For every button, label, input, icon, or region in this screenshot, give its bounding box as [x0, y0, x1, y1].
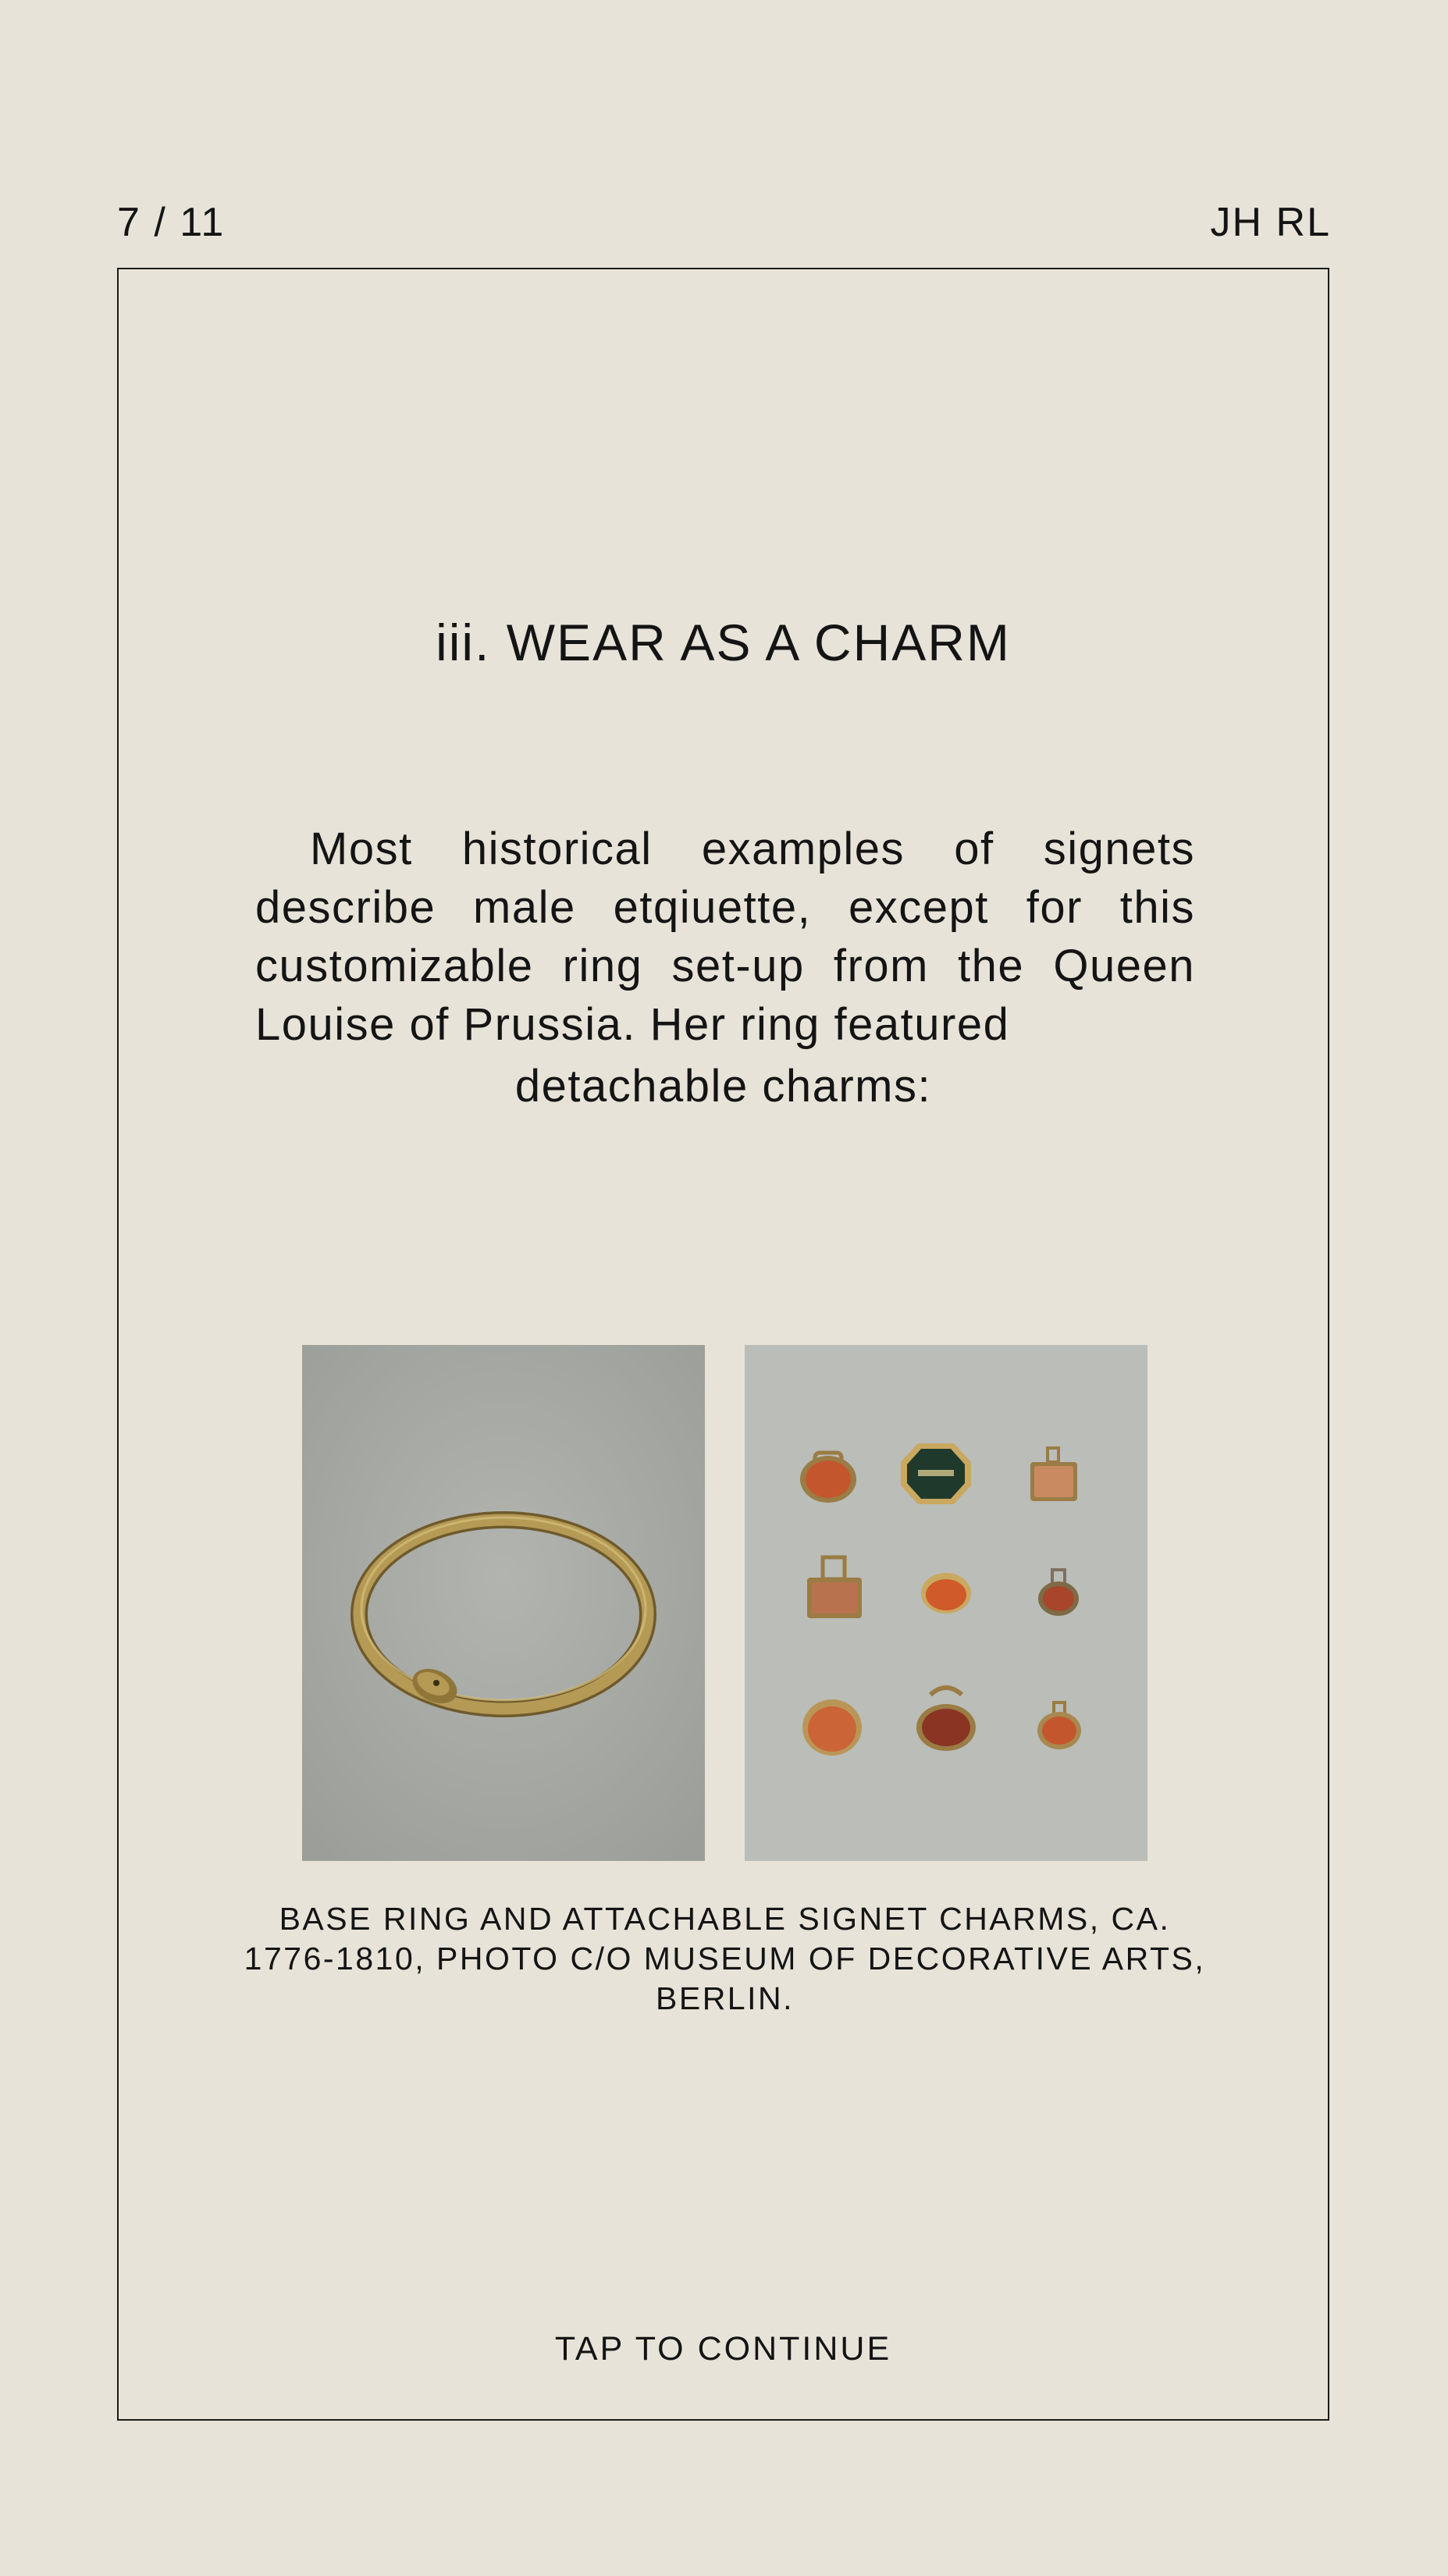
slide-body-text: Most historical examples of signets describe male etqiuette, except for this customizable ring set-up from the Queen Louise of Prussia. Her ring featured	[255, 824, 1195, 1050]
slide-title: iii. WEAR AS A CHARM	[436, 614, 1011, 671]
signet-charms-icon	[745, 1345, 1147, 1861]
top-bar	[117, 195, 1331, 250]
slide-body-last-line: detachable charms:	[514, 1061, 932, 1112]
signet-charms-photo	[745, 1345, 1147, 1861]
page-counter: 7 / 11	[117, 200, 226, 245]
image-caption: BASE RING AND ATTACHABLE SIGNET CHARMS, CA. 1776-1810, PHOTO C/O MUSEUM OF DECORATIVE ARTS, BERLIN.	[244, 1901, 1206, 2016]
tap-to-continue-button[interactable]: TAP TO CONTINUE	[119, 2330, 1328, 2368]
base-ring-photo	[302, 1345, 705, 1861]
brand-logo: JH RL	[1210, 200, 1331, 245]
base-ring-icon	[302, 1345, 705, 1861]
slide-frame[interactable]	[117, 268, 1329, 2421]
